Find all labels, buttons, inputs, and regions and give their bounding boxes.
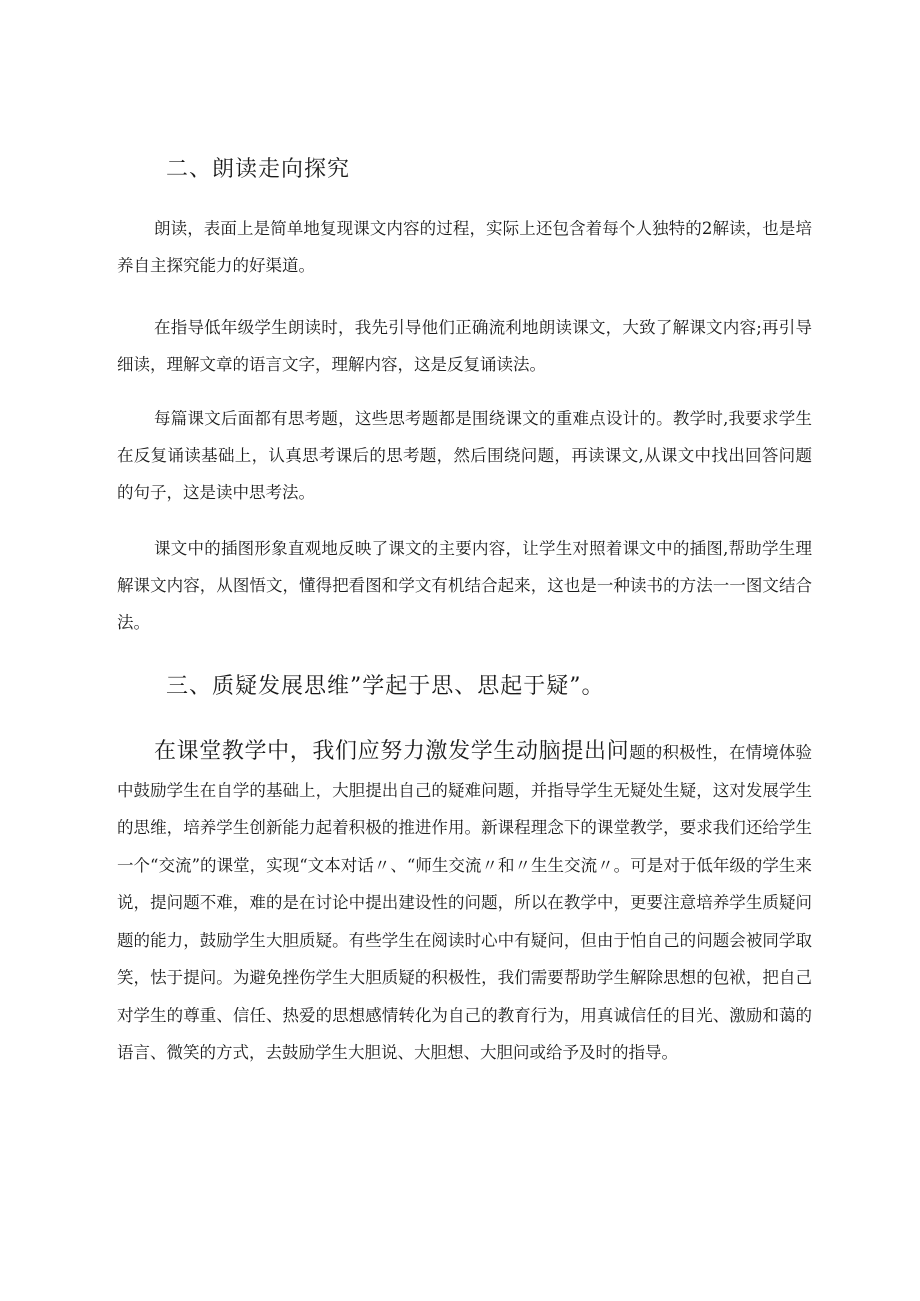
paragraph-repeated-reading: 在指导低年级学生朗读时，我先引导他们正确流利地朗读课文，大致了解课文内容;再引导细读，理解文章的语言文字，理解内容，这是反复诵读法。 [117, 318, 812, 374]
paragraph-questioning [117, 733, 812, 1072]
paragraph-picture-reading: 课文中的插图形象直观地反映了课文的主要内容，让学生对照着课文中的插图,帮助学生理解课文内容，从图悟文，懂得把看图和学文有机结合起来，这也是一种读书的方法一一图文结合法。 [117, 539, 812, 632]
section-heading-reading: 二、朗读走向探究 [166, 157, 351, 182]
paragraph-reading-intro: 朗读，表面上是简单地复现课文内容的过程，实际上还包含着每个人独特的2解读，也是培养自主探究能力的好渠道。 [117, 219, 812, 275]
paragraph-questioning-lead: 在课堂教学中，我们应努力激发学生动脑提出问 [154, 739, 630, 764]
section-heading-questioning: 三、质疑发展思维”学起于思、思起于疑”。 [166, 674, 605, 699]
paragraph-questioning-body: 题的积极性，在情境体验中鼓励学生在自学的基础上，大胆提出自己的疑难问题，并指导学生无疑处生疑，这对发展学生的思维，培养学生创新能力起着积极的推进作用。新课程理念下的课堂教学，要求我们还给学生一个“交流”的课堂，实现“文本对话〃、“师生交流〃和〃生生交流〃。可是对于低年级的学生来说，提问题不难，难的是在讨论中提出建设性的问题，所以在教学中，更要注意培养学生质疑问题的能力，鼓励学生大胆质疑。有些学生在阅读时心中有疑问，但由于怕自己的问题会被同学取笑，怯于提问。为避免挫伤学生大胆质疑的积极性，我们需要帮助学生解除思想的包袱，把自己对学生的尊重、信任、热爱的思想感情转化为自己的教育行为，用真诚信任的目光、激励和蔼的语言、微笑的方式，去鼓励学生大胆说、大胆想、大胆问或给予及时的指导。 [117, 743, 812, 1062]
paragraph-thinking-reading: 每篇课文后面都有思考题，这些思考题都是围绕课文的重难点设计的。教学时,我要求学生在反复诵读基础上，认真思考课后的思考题，然后围绕问题，再读课文,从课文中找出回答问题的句子，这是读中思考法。 [117, 409, 812, 502]
